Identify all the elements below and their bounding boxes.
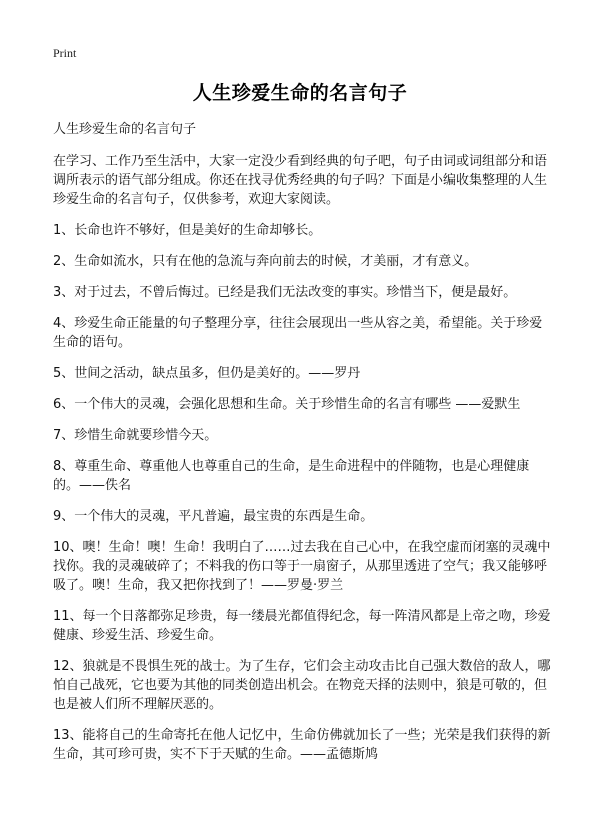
quote-item-1: 1、长命也许不够好，但是美好的生命却够长。	[53, 223, 322, 238]
quote-item-7: 7、珍惜生命就要珍惜今天。	[53, 428, 218, 443]
article-body	[53, 120, 553, 764]
quote-item-5: 5、世间之活动，缺点虽多，但仍是美好的。——罗丹	[53, 366, 361, 381]
quote-item-9: 9、一个伟大的灵魂，平凡普遍，最宝贵的东西是生命。	[53, 509, 374, 524]
article-subtitle: 人生珍爱生命的名言句子	[53, 122, 197, 137]
quote-item-8: 8、尊重生命、尊重他人也尊重自己的生命，是生命进程中的伴随物，也是心理健康的。——佚名	[53, 459, 530, 493]
intro-paragraph: 在学习、工作乃至生活中，大家一定没少看到经典的句子吧，句子由词或词组部分和语调所表示的语气部分组成。你还在找寻优秀经典的句子吗？下面是小编收集整理的人生珍爱生命的名言句子，仅供参考，欢迎大家阅读。	[53, 154, 548, 207]
quote-item-11: 11、每一个日落都弥足珍贵，每一缕晨光都值得纪念，每一阵清风都是上帝之吻，珍爱健康、珍爱生活、珍爱生命。	[53, 609, 551, 643]
quote-item-10: 10、噢！生命！噢！生命！我明白了……过去我在自己心中，在我空虚而闭塞的灵魂中找你。我的灵魂破碎了；不料我的伤口等于一扇窗子，从那里透进了空气；我又能够呼吸了。噢！生命，我又把你找到了！——罗曼·罗兰	[53, 540, 551, 593]
quote-item-3: 3、对于过去，不曾后悔过。已经是我们无法改变的事实。珍惜当下，便是最好。	[53, 285, 517, 300]
quote-item-4: 4、珍爱生命正能量的句子整理分享，往往会展现出一些从容之美，希望能。关于珍爱生命的语句。	[53, 316, 543, 350]
quote-item-2: 2、生命如流水，只有在他的急流与奔向前去的时候，才美丽，才有意义。	[53, 254, 478, 269]
print-link[interactable]: Print	[53, 46, 77, 60]
page-title: 人生珍爱生命的名言句子	[192, 82, 408, 104]
quote-item-13: 13、能将自己的生命寄托在他人记忆中，生命仿佛就加长了一些；光荣是我们获得的新生命，其可珍可贵，实不下于天赋的生命。——孟德斯鸠	[53, 728, 551, 762]
quote-item-12: 12、狼就是不畏惧生死的战士。为了生存，它们会主动攻击比自己强大数倍的敌人，哪怕自己战死，它也要为其他的同类创造出机会。在物竞天择的法则中，狼是可敬的，但也是被人们所不理解厌恶的。	[53, 659, 551, 712]
quote-item-6: 6、一个伟大的灵魂，会强化思想和生命。关于珍惜生命的名言有哪些 ——爱默生	[53, 397, 521, 412]
